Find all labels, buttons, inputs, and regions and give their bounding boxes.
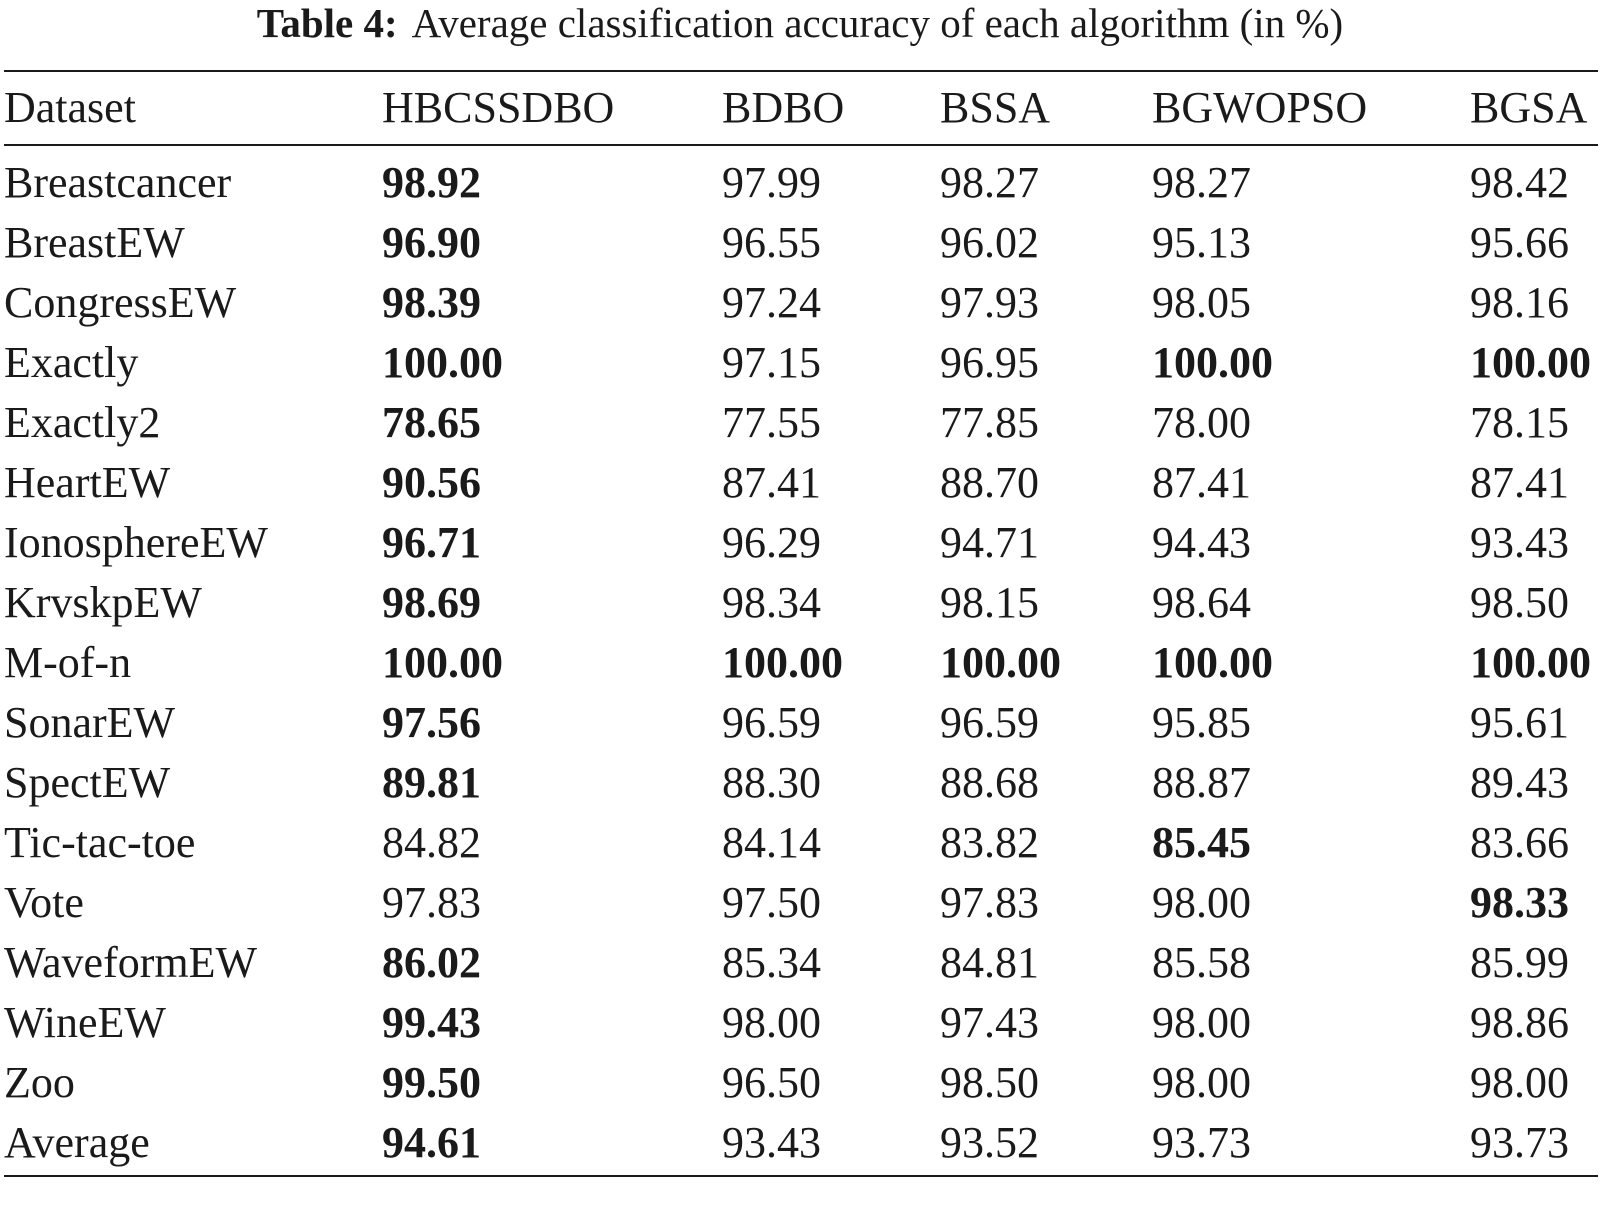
- accuracy-cell: 98.50: [1470, 577, 1569, 627]
- accuracy-cell: 98.34: [722, 577, 821, 627]
- accuracy-cell: 77.85: [940, 397, 1039, 447]
- accuracy-cell: 77.55: [722, 397, 821, 447]
- accuracy-cell: 87.41: [722, 457, 821, 507]
- accuracy-cell: 96.95: [940, 337, 1039, 387]
- table-row: [0, 392, 1600, 452]
- column-header: BDBO: [722, 82, 845, 132]
- accuracy-cell: 98.16: [1470, 277, 1569, 327]
- accuracy-cell: 98.39: [382, 277, 481, 327]
- column-header: BSSA: [940, 82, 1051, 132]
- dataset-cell: Vote: [4, 877, 84, 927]
- accuracy-cell: 95.61: [1470, 697, 1569, 747]
- dataset-cell: Tic-tac-toe: [4, 817, 196, 867]
- column-header: BGSA: [1470, 82, 1588, 132]
- accuracy-cell: 93.73: [1152, 1117, 1251, 1167]
- accuracy-cell: 84.14: [722, 817, 821, 867]
- accuracy-cell: 97.50: [722, 877, 821, 927]
- accuracy-cell: 86.02: [382, 937, 481, 987]
- dataset-cell: KrvskpEW: [4, 577, 202, 627]
- accuracy-cell: 100.00: [382, 337, 503, 387]
- header-row: [0, 78, 1600, 144]
- accuracy-cell: 97.93: [940, 277, 1039, 327]
- accuracy-cell: 94.43: [1152, 517, 1251, 567]
- accuracy-cell: 95.13: [1152, 217, 1251, 267]
- accuracy-cell: 100.00: [1470, 337, 1591, 387]
- table-row: [0, 932, 1600, 992]
- dataset-cell: IonosphereEW: [4, 517, 268, 567]
- accuracy-cell: 96.90: [382, 217, 481, 267]
- table-row: [0, 752, 1600, 812]
- accuracy-cell: 87.41: [1470, 457, 1569, 507]
- accuracy-cell: 95.66: [1470, 217, 1569, 267]
- accuracy-cell: 93.43: [722, 1117, 821, 1167]
- accuracy-cell: 100.00: [940, 637, 1061, 687]
- accuracy-cell: 95.85: [1152, 697, 1251, 747]
- accuracy-cell: 98.00: [1152, 997, 1251, 1047]
- table-row: [0, 512, 1600, 572]
- dataset-cell: SpectEW: [4, 757, 171, 807]
- accuracy-cell: 93.43: [1470, 517, 1569, 567]
- accuracy-cell: 78.00: [1152, 397, 1251, 447]
- table-body: [0, 144, 1600, 1172]
- accuracy-cell: 98.27: [1152, 157, 1251, 207]
- accuracy-cell: 97.56: [382, 697, 481, 747]
- accuracy-cell: 96.55: [722, 217, 821, 267]
- accuracy-cell: 100.00: [1470, 637, 1591, 687]
- accuracy-cell: 98.50: [940, 1057, 1039, 1107]
- accuracy-cell: 98.15: [940, 577, 1039, 627]
- accuracy-cell: 100.00: [1152, 337, 1273, 387]
- accuracy-cell: 97.24: [722, 277, 821, 327]
- column-header: HBCSSDBO: [382, 82, 615, 132]
- accuracy-cell: 87.41: [1152, 457, 1251, 507]
- accuracy-cell: 100.00: [1152, 637, 1273, 687]
- accuracy-cell: 88.87: [1152, 757, 1251, 807]
- accuracy-cell: 97.43: [940, 997, 1039, 1047]
- accuracy-cell: 98.69: [382, 577, 481, 627]
- table-row: [0, 272, 1600, 332]
- accuracy-cell: 98.00: [1152, 877, 1251, 927]
- accuracy-cell: 98.05: [1152, 277, 1251, 327]
- table-row: [0, 692, 1600, 752]
- table-row: [0, 1112, 1600, 1172]
- accuracy-cell: 84.82: [382, 817, 481, 867]
- accuracy-cell: 99.43: [382, 997, 481, 1047]
- accuracy-cell: 88.70: [940, 457, 1039, 507]
- accuracy-cell: 96.71: [382, 517, 481, 567]
- dataset-cell: CongressEW: [4, 277, 237, 327]
- dataset-cell: Exactly: [4, 337, 139, 387]
- accuracy-cell: 96.59: [940, 697, 1039, 747]
- dataset-cell: Breastcancer: [4, 157, 232, 207]
- caption-text: Average classification accuracy of each algorithm (in %): [411, 0, 1344, 46]
- accuracy-cell: 98.42: [1470, 157, 1569, 207]
- accuracy-cell: 98.27: [940, 157, 1039, 207]
- table-caption: [0, 0, 1600, 48]
- accuracy-cell: 89.43: [1470, 757, 1569, 807]
- accuracy-cell: 93.52: [940, 1117, 1039, 1167]
- dataset-cell: Average: [4, 1117, 150, 1167]
- table-row: [0, 144, 1600, 212]
- accuracy-cell: 97.99: [722, 157, 821, 207]
- accuracy-cell: 97.15: [722, 337, 821, 387]
- accuracy-cell: 98.64: [1152, 577, 1251, 627]
- accuracy-cell: 94.71: [940, 517, 1039, 567]
- accuracy-cell: 85.99: [1470, 937, 1569, 987]
- accuracy-cell: 78.65: [382, 397, 481, 447]
- accuracy-cell: 98.33: [1470, 877, 1569, 927]
- accuracy-cell: 98.92: [382, 157, 481, 207]
- accuracy-cell: 83.82: [940, 817, 1039, 867]
- accuracy-cell: 96.59: [722, 697, 821, 747]
- table-row: [0, 452, 1600, 512]
- accuracy-cell: 85.45: [1152, 817, 1251, 867]
- dataset-cell: M-of-n: [4, 637, 132, 687]
- accuracy-cell: 85.34: [722, 937, 821, 987]
- accuracy-cell: 78.15: [1470, 397, 1569, 447]
- accuracy-cell: 100.00: [382, 637, 503, 687]
- table-row: [0, 872, 1600, 932]
- bottom-rule: [4, 1175, 1598, 1177]
- accuracy-cell: 97.83: [382, 877, 481, 927]
- dataset-cell: Zoo: [4, 1057, 75, 1107]
- column-header: BGWOPSO: [1152, 82, 1368, 132]
- accuracy-cell: 89.81: [382, 757, 481, 807]
- table-row: [0, 332, 1600, 392]
- accuracy-table: [0, 78, 1600, 1172]
- accuracy-cell: 83.66: [1470, 817, 1569, 867]
- dataset-cell: Exactly2: [4, 397, 161, 447]
- dataset-cell: WaveformEW: [4, 937, 257, 987]
- accuracy-cell: 98.86: [1470, 997, 1569, 1047]
- accuracy-cell: 100.00: [722, 637, 843, 687]
- table-row: [0, 212, 1600, 272]
- dataset-cell: WineEW: [4, 997, 166, 1047]
- accuracy-cell: 96.02: [940, 217, 1039, 267]
- accuracy-cell: 98.00: [722, 997, 821, 1047]
- caption-label: Table 4:: [256, 0, 398, 46]
- accuracy-cell: 96.50: [722, 1057, 821, 1107]
- accuracy-cell: 97.83: [940, 877, 1039, 927]
- dataset-cell: SonarEW: [4, 697, 176, 747]
- column-header: Dataset: [4, 82, 136, 132]
- accuracy-cell: 88.68: [940, 757, 1039, 807]
- accuracy-cell: 99.50: [382, 1057, 481, 1107]
- top-rule: [4, 70, 1598, 72]
- table-row: [0, 812, 1600, 872]
- accuracy-cell: 85.58: [1152, 937, 1251, 987]
- accuracy-cell: 88.30: [722, 757, 821, 807]
- accuracy-cell: 98.00: [1152, 1057, 1251, 1107]
- accuracy-cell: 98.00: [1470, 1057, 1569, 1107]
- table-row: [0, 1052, 1600, 1112]
- dataset-cell: BreastEW: [4, 217, 185, 267]
- table-row: [0, 632, 1600, 692]
- accuracy-cell: 94.61: [382, 1117, 481, 1167]
- table-row: [0, 992, 1600, 1052]
- dataset-cell: HeartEW: [4, 457, 171, 507]
- accuracy-cell: 90.56: [382, 457, 481, 507]
- table-row: [0, 572, 1600, 632]
- accuracy-cell: 84.81: [940, 937, 1039, 987]
- accuracy-cell: 96.29: [722, 517, 821, 567]
- accuracy-cell: 93.73: [1470, 1117, 1569, 1167]
